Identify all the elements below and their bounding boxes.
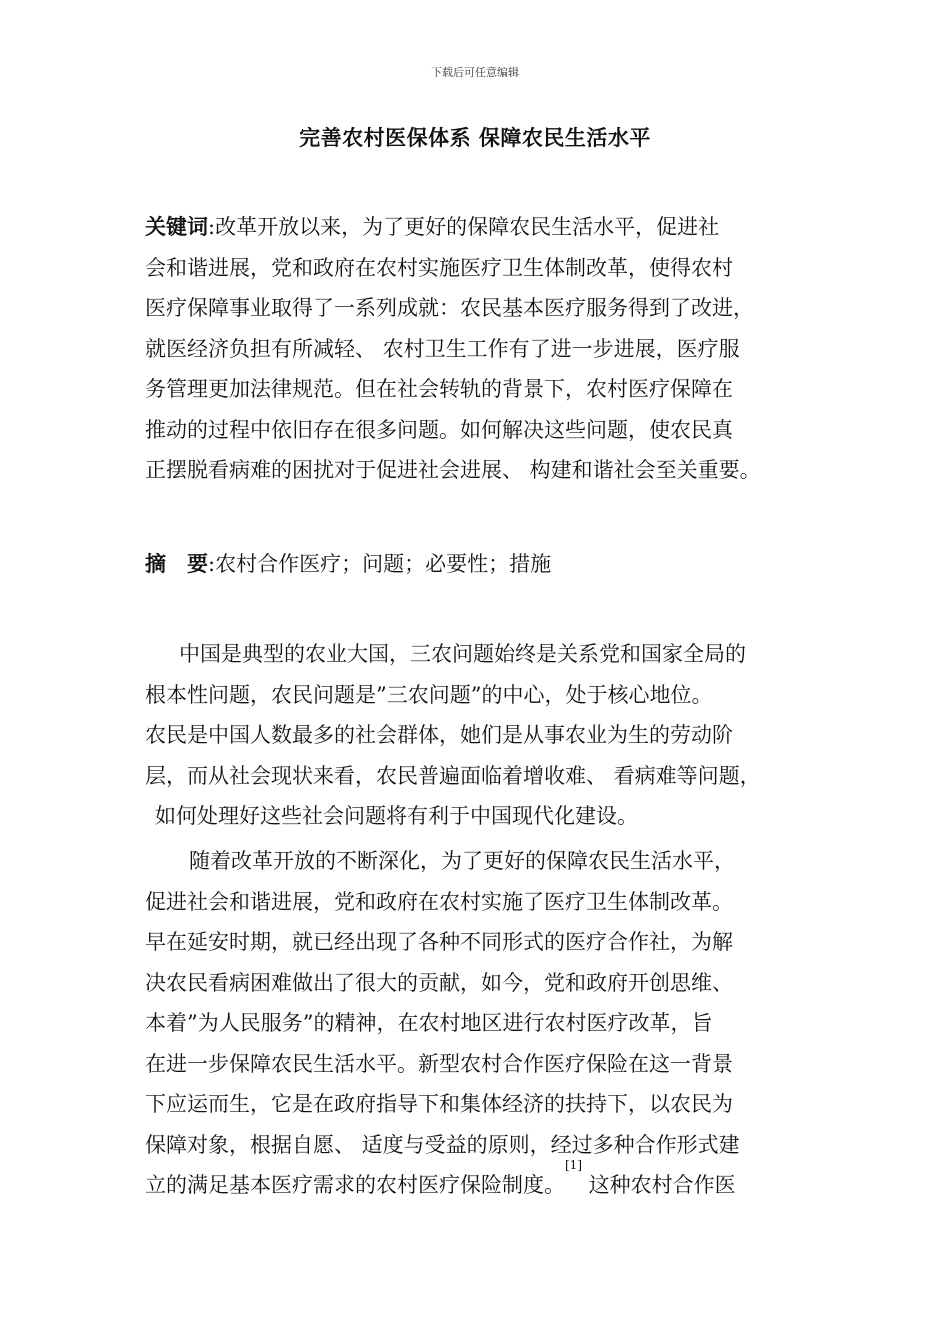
trailing-text: 这种农村合作医 — [582, 1173, 736, 1197]
keywords-line: 正摆脱看病难的困扰对于促进社会进展、 构建和谐社会至关重要。 — [145, 458, 761, 482]
keywords-label: 关键词 — [145, 214, 208, 239]
paragraph-line: 下应运而生，它是在政府指导下和集体经济的扶持下，以农民为 — [145, 1092, 733, 1116]
paragraph-line: 层，而从社会现状来看，农民普遍面临着增收难、 看病难等问题， — [145, 763, 761, 788]
abstract-text: 农村合作医疗；问题；必要性；措施 — [215, 552, 552, 576]
document-title: 完善农村医保体系 保障农民生活水平 — [299, 125, 651, 150]
abstract-colon: : — [208, 552, 216, 576]
paragraph-line: 决农民看病困难做出了很大的贡献，如今，党和政府开创思维、 — [145, 970, 733, 995]
body-paragraph-2 — [145, 841, 825, 1206]
body-paragraph-1 — [145, 634, 825, 837]
paragraph-line — [145, 1158, 825, 1206]
keywords-line — [145, 207, 825, 248]
keywords-section — [145, 207, 825, 491]
keywords-colon: : — [208, 215, 216, 239]
header-note: 下载后可任意编辑 — [431, 66, 519, 79]
keywords-text: 改革开放以来，为了更好的保障农民生活水平，促进社 — [215, 215, 720, 239]
abstract-line — [145, 544, 825, 585]
paragraph-line: 在进一步保障农民生活水平。新型农村合作医疗保险在这一背景 — [145, 1051, 733, 1076]
paragraph-line: 随着改革开放的不断深化，为了更好的保障农民生活水平， — [189, 849, 735, 873]
keywords-line: 务管理更加法律规范。但在社会转轨的背景下，农村医疗保障在 — [145, 377, 733, 401]
paragraph-line: 早在延安时期，就已经出现了各种不同形式的医疗合作社，为解 — [145, 930, 733, 954]
keywords-line: 推动的过程中依旧存在很多问题。如何解决这些问题，使农民真 — [145, 417, 733, 442]
abstract-section — [145, 544, 825, 585]
paragraph-line: 农民是中国人数最多的社会群体，她们是从事农业为生的劳动阶 — [145, 723, 733, 747]
abstract-label: 摘 要 — [145, 551, 208, 576]
keywords-line: 医疗保障事业取得了一系列成就：农民基本医疗服务得到了改进， — [145, 296, 754, 320]
keywords-line: 会和谐进展，党和政府在农村实施医疗卫生体制改革，使得农村 — [145, 255, 733, 280]
paragraph-line: 本着”为人民服务”的精神，在农村地区进行农村医疗改革，旨 — [145, 1011, 713, 1035]
paragraph-line: 根本性问题，农民问题是”三农问题”的中心，处于核心地位。 — [145, 682, 713, 707]
paragraph-line: 保障对象，根据自愿、 适度与受益的原则，经过多种合作形式建 — [145, 1132, 740, 1157]
citation-mark[interactable]: [1] — [565, 1158, 582, 1172]
paragraph-line: 促进社会和谐进展，党和政府在农村实施了医疗卫生体制改革。 — [145, 889, 733, 914]
keywords-line: 就医经济负担有所减轻、 农村卫生工作有了进一步进展，医疗服 — [145, 336, 740, 361]
paragraph-line: 如何处理好这些社会问题将有利于中国现代化建设。 — [155, 804, 638, 828]
paragraph-line: 中国是典型的农业大国，三农问题始终是关系党和国家全局的 — [179, 642, 746, 666]
paragraph-text: 立的满足基本医疗需求的农村医疗保险制度。 — [145, 1173, 565, 1197]
